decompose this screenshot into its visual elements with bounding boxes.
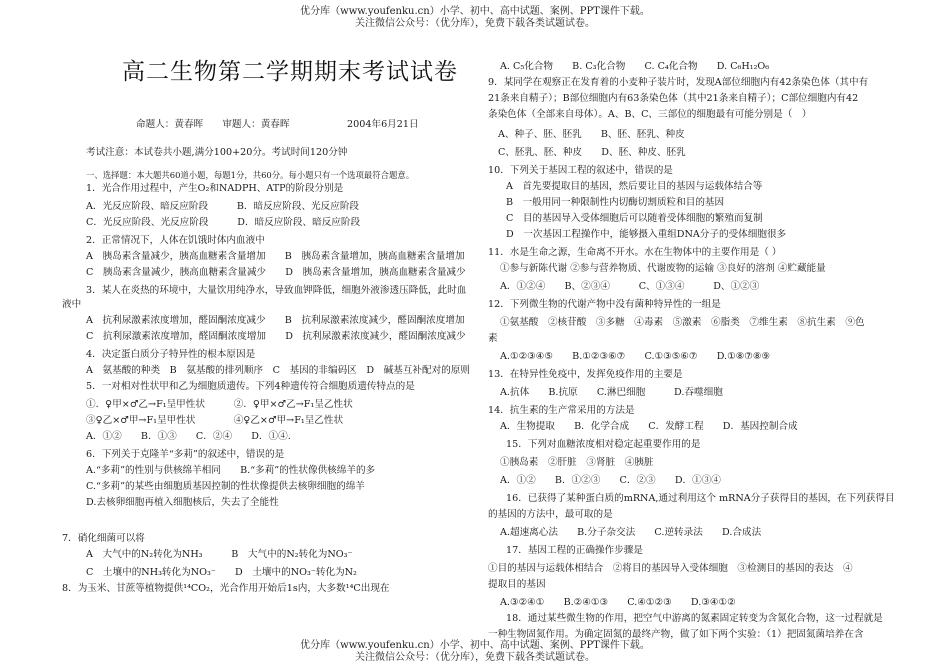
question-9-cont-2: 条染色体（全部来自母体）。A、B、C、三部位的细胞最有可能分别是（ ）: [488, 109, 812, 120]
authors-line: 命题人：黄春晖 审题人：黄春晖 2004年6月21日: [136, 119, 419, 130]
question-12-items-cont: 素: [488, 333, 498, 344]
question-6-option-d: D.去核卵细胞再植入细胞核后，失去了全能性: [86, 497, 279, 508]
question-12-items: ①氨基酸 ②核苷酸 ③多糖 ④毒素 ⑤激素 ⑥脂类 ⑦维生素 ⑧抗生素 ⑨色: [500, 317, 865, 328]
question-12: 12．下列微生物的代谢产物中没有菌种特异性的一组是: [488, 299, 721, 310]
footer-line-2: 关注微信公众号：（优分库），免费下载各类试题试卷。: [355, 652, 595, 663]
question-5: 5．一对相对性状甲和乙为细胞质遗传。下列4种遗传符合细胞质遗传特点的是: [86, 381, 415, 392]
question-9-options-ab: A、种子、胚、胚乳 B、胚、胚乳、种皮: [498, 129, 685, 140]
question-16-options: A.超速离心法 B.分子杂交法 C.逆转录法 D.合成法: [500, 527, 762, 538]
question-15-items: ①胰岛素 ②肝脏 ③肾脏 ④胰脏: [500, 457, 654, 468]
question-4: 4．决定蛋白质分子特异性的根本原因是: [86, 349, 256, 360]
paper-title: 高二生物第二学期期末考试试卷: [122, 59, 458, 85]
question-7: 7．硝化细菌可以将: [62, 533, 145, 544]
question-2: 2．正常情况下，人体在饥饿时体内血液中: [86, 235, 265, 246]
question-1-options-ab: A．光反应阶段、暗反应阶段 B．暗反应阶段、光反应阶段: [86, 201, 360, 212]
question-10-option-b: B 一般用同一种限制性内切酶切割质粒和目的基因: [506, 197, 725, 208]
question-9-options-cd: C、胚乳、胚、种皮 D、胚、种皮、胚乳: [498, 147, 686, 158]
question-3-options-cd: C 抗利尿激素浓度增加，醛固酮浓度增加 D 抗利尿激素浓度减少，醛固酮浓度减少: [86, 331, 466, 342]
question-17-items-cont: 提取目的基因: [488, 579, 546, 590]
question-14-options: A．生物提取 B．化学合成 C．发酵工程 D．基因控制合成: [500, 421, 798, 432]
question-11-items: ①参与新陈代谢 ②参与营养物质、代谢废物的运输 ③良好的溶剂 ④贮藏能量: [500, 263, 826, 274]
question-17-items: ①目的基因与运载体相结合 ②将目的基因导入受体细胞 ③检测目的基因的表达 ④: [488, 563, 853, 574]
section-heading: 一、选择题：本大题共60道小题，每题1分，共60分。每小题只有一个选项最符合题意。: [86, 170, 415, 180]
question-8-options: A. C₅化合物 B. C₃化合物 C. C₄化合物 D. C₆H₁₂O₆: [500, 61, 770, 72]
question-5-items-12: ①．♀甲×♂乙→F₁呈甲性状 ②．♀甲×♂乙→F₁呈乙性状: [86, 399, 353, 410]
question-3-cont: 液中: [62, 299, 82, 310]
question-3-options-ab: A 抗利尿激素浓度增加，醛固酮浓度减少 B 抗利尿激素浓度减少，醛固酮浓度增加: [86, 315, 465, 326]
question-15-options: A．①② B．①②③ C．②③ D．①③④: [500, 475, 721, 486]
page-footer: [0, 640, 950, 664]
question-6: 6．下列关于克隆羊“多莉”的叙述中，错误的是: [86, 449, 285, 460]
question-18-cont: 一种生物固氮作用。为确定固氮的最终产物，做了如下两个实验：（1）把固氮菌培养在含: [488, 629, 864, 640]
header-line-2: 关注微信公众号：（优分库），免费下载各类试题试卷。: [355, 18, 595, 29]
question-5-items-34: ③♀乙×♂甲→F₁呈甲性状 ④♀乙×♂甲→F₁呈乙性状: [86, 415, 344, 426]
question-11-options: A．①②④ B、②③④ C、①③④ D、①②③: [500, 281, 760, 292]
question-16-cont: 的基因的方法中，最可取的是: [488, 509, 613, 520]
question-10-option-d: D 一次基因工程操作中，能够摄入重组DNA分子的受体细胞很多: [506, 229, 787, 240]
question-13: 13．在特异性免疫中，发挥免疫作用的主要是: [488, 369, 683, 380]
footer-line-1: 优分库（www.youfenku.cn）小学、初中、高中试题、案例、PPT课件下载。: [300, 640, 650, 651]
question-1: 1．光合作用过程中，产生O₂和NADPH、ATP的阶段分别是: [86, 183, 344, 194]
question-17-options: A.③②④① B.②④①③ C.④①②③ D.③④①②: [500, 597, 736, 608]
question-11: 11．水是生命之源，生命离不开水。水在生物体中的主要作用是（ ）: [488, 247, 782, 258]
question-3: 3．某人在炎热的环境中，大量饮用纯净水，导致血钾降低，细胞外液渗透压降低，此时血: [86, 285, 467, 296]
question-15: 15．下列对血糖浓度相对稳定起重要作用的是: [506, 439, 701, 450]
header-line-1: 优分库（www.youfenku.cn）小学、初中、高中试题、案例、PPT课件下载。: [300, 6, 650, 17]
question-2-options-ab: A 胰岛素含量减少，胰高血糖素含量增加 B 胰岛素含量增加，胰高血糖素含量增加: [86, 251, 465, 262]
page-header: [0, 6, 950, 30]
question-6-option-c: C.“多莉”的某些由细胞质基因控制的性状像提供去核卵细胞的绵羊: [86, 481, 365, 492]
question-6-options-ab: A.“多莉”的性别与供核绵羊相同 B.“多莉”的性状像供核绵羊的多: [86, 465, 376, 476]
question-10: 10．下列关于基因工程的叙述中，错误的是: [488, 165, 673, 176]
question-17: 17．基因工程的正确操作步骤是: [506, 545, 643, 556]
question-5-options: A．①② B．①③ C．②④ D．①④.: [86, 431, 291, 442]
question-13-options: A.抗体 B.抗原 C.淋巴细胞 D.吞噬细胞: [500, 387, 723, 398]
question-12-options: A.①②③④⑤ B.①②③⑥⑦ C.①③⑤⑥⑦ D.①⑧⑦⑧⑨: [500, 351, 771, 362]
question-2-options-cd: C 胰岛素含量减少，胰高血糖素含量减少 D 胰岛素含量增加，胰高血糖素含量减少: [86, 267, 466, 278]
question-7-options-cd: C 土壤中的NH₃转化为NO₃⁻ D 土壤中的NO₃⁻转化为N₂: [86, 567, 357, 578]
question-10-option-a: A 首先要提取目的基因，然后要让目的基因与运载体结合等: [506, 181, 763, 192]
question-16: 16．已获得了某种蛋白质的mRNA,通过利用这个 mRNA分子获得目的基因，在下列获得目: [506, 493, 895, 504]
exam-note: 考试注意：本试卷共小题,满分100+20分。考试时间120分钟: [86, 147, 348, 158]
question-1-options-cd: C．光反应阶段、光反应阶段 D．暗反应阶段、暗反应阶段: [86, 217, 361, 228]
question-18: 18．通过某些微生物的作用，把空气中游离的氮素固定转变为含氮化合物，这一过程就是: [506, 613, 883, 624]
question-7-options-ab: A 大气中的N₂转化为NH₃ B 大气中的N₂转化为NO₃⁻: [86, 549, 353, 560]
question-9: 9．某同学在观察正在发育着的小麦种子装片时，发现A部位细胞内有42条染色体（其中有: [488, 77, 869, 88]
question-14: 14．抗生素的生产常采用的方法是: [488, 405, 635, 416]
question-10-option-c: C 目的基因导入受体细胞后可以随着受体细胞的繁殖而复制: [506, 213, 763, 224]
question-8: 8．为玉米、甘蔗等植物提供¹⁴CO₂，光合作用开始后1s内，大多数¹⁴C出现在: [62, 583, 390, 594]
question-4-options: A 氨基酸的种类 B 氨基酸的排列顺序 C 基因的非编码区 D 碱基互补配对的原则: [86, 365, 470, 376]
question-9-cont-1: 21条来自精子）；B部位细胞内有63条染色体（其中21条来自精子）；C部位细胞内有42: [488, 93, 859, 104]
